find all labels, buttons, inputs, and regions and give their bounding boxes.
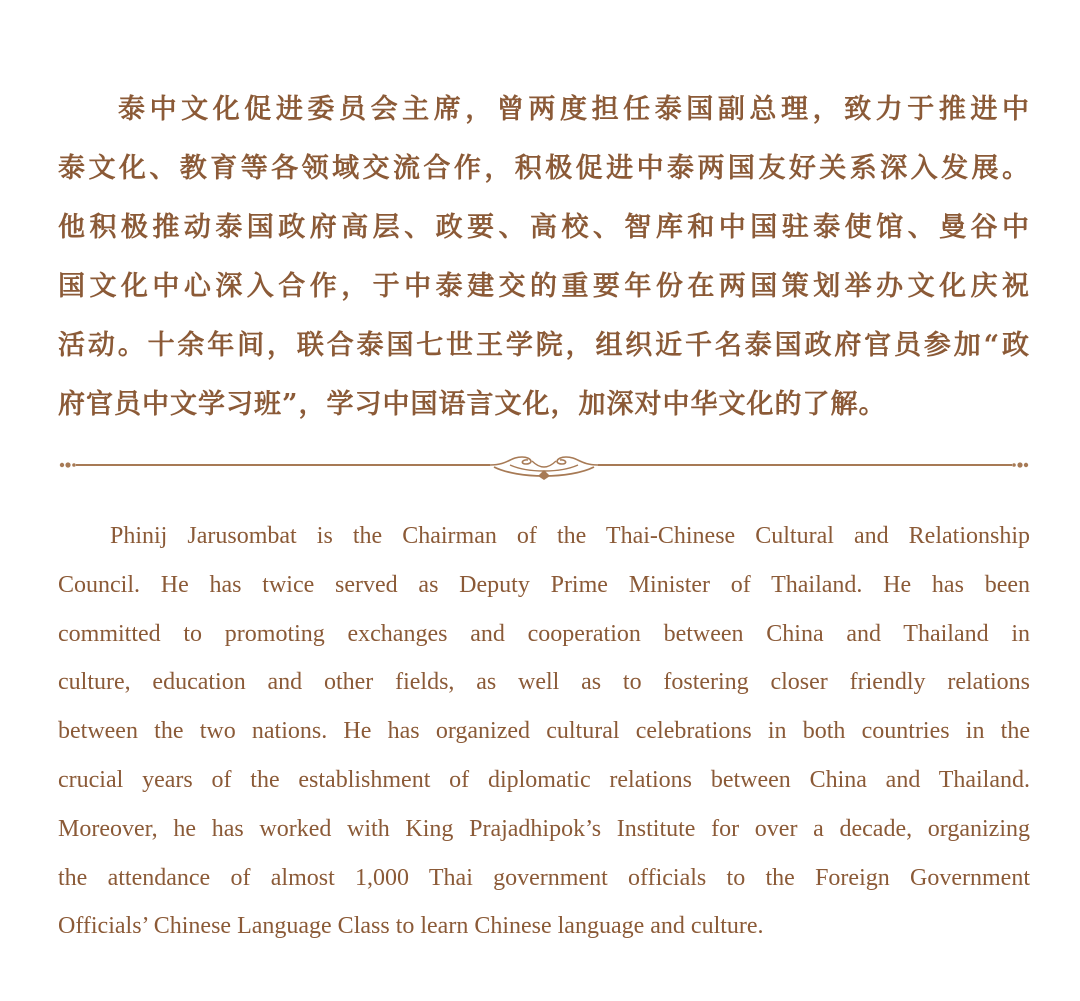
english-line: Moreover, he has worked with King Prajadhipok’s Institute for over a decade, organizing: [58, 815, 1030, 842]
english-line: the attendance of almost 1,000 Thai government officials to the Foreign Government: [58, 864, 1030, 891]
chinese-line: 国文化中心深入合作，于中泰建交的重要年份在两国策划举办文化庆祝: [58, 271, 1030, 302]
chinese-line: 他积极推动泰国政府高层、政要、高校、智库和中国驻泰使馆、曼谷中: [58, 212, 1030, 243]
chinese-line: 泰中文化促进委员会主席，曾两度担任泰国副总理，致力于推进中: [118, 94, 1030, 125]
english-line: committed to promoting exchanges and cooperation between China and Thailand in: [58, 620, 1030, 647]
chinese-line: 活动。十余年间，联合泰国七世王学院，组织近千名泰国政府官员参加“政: [58, 330, 1030, 361]
chinese-line: 泰文化、教育等各领域交流合作，积极促进中泰两国友好关系深入发展。: [58, 153, 1030, 184]
english-line: culture, education and other fields, as well as to fostering closer friendly relations: [58, 669, 1030, 696]
english-line: Council. He has twice served as Deputy Prime Minister of Thailand. He has been: [58, 571, 1030, 598]
english-line: Officials’ Chinese Language Class to learn Chinese language and culture.: [58, 913, 764, 940]
english-line: crucial years of the establishment of diplomatic relations between China and Thailand.: [58, 766, 1030, 793]
english-line: Phinij Jarusombat is the Chairman of the Thai-Chinese Cultural and Relationship: [110, 523, 1030, 549]
english-paragraph: [58, 512, 1030, 951]
chinese-line: 府官员中文学习班”，学习中国语言文化，加深对中华文化的了解。: [58, 389, 887, 420]
chinese-paragraph: [58, 80, 1030, 434]
scroll-flourish-divider-icon: [58, 449, 1030, 485]
english-line: between the two nations. He has organized cultural celebrations in both countries in the: [58, 718, 1030, 745]
